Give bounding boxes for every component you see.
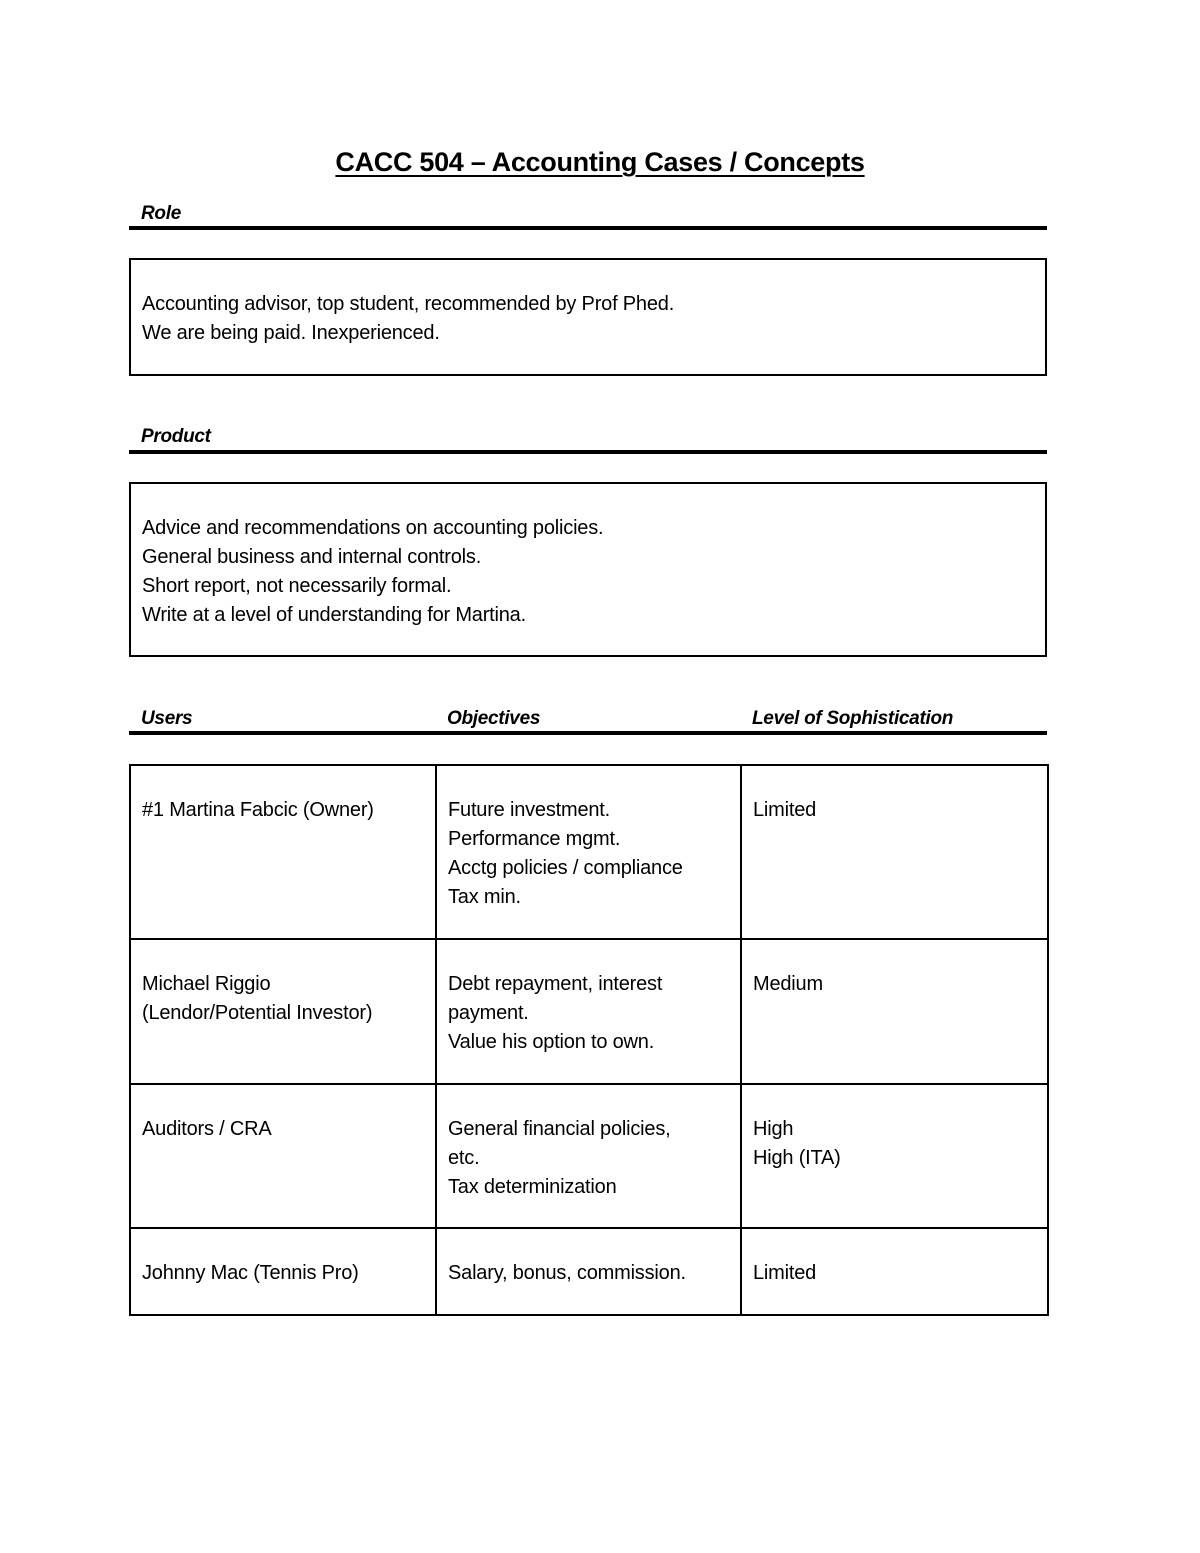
- users-table: [129, 764, 1049, 1316]
- role-text: [142, 290, 674, 348]
- role-box: [129, 258, 1047, 376]
- user-cell: Johnny Mac (Tennis Pro): [130, 1228, 436, 1315]
- objectives-column-heading: Objectives: [447, 708, 541, 729]
- document-title: CACC 504 – Accounting Cases / Concepts: [335, 147, 865, 177]
- level-cell: Medium: [741, 939, 1048, 1084]
- product-text: [142, 514, 603, 630]
- objectives-cell: Debt repayment, interest payment. Value his option to own.: [436, 939, 741, 1084]
- table-row: [130, 1084, 1048, 1228]
- role-rule: [129, 226, 1047, 230]
- objectives-cell: Future investment. Performance mgmt. Acctg policies / compliance Tax min.: [436, 765, 741, 939]
- table-row: [130, 1228, 1048, 1315]
- product-line: Short report, not necessarily formal.: [142, 575, 452, 597]
- role-line: Accounting advisor, top student, recommended by Prof Phed.: [142, 293, 675, 315]
- users-rule: [129, 731, 1047, 735]
- sophistication-column-heading: Level of Sophistication: [752, 708, 954, 729]
- product-heading: Product: [141, 426, 211, 447]
- role-heading: Role: [141, 203, 181, 224]
- level-cell: Limited: [741, 765, 1048, 939]
- level-cell: High High (ITA): [741, 1084, 1048, 1228]
- table-row: [130, 765, 1048, 939]
- user-cell: Michael Riggio (Lendor/Potential Investor): [130, 939, 436, 1084]
- product-line: General business and internal controls.: [142, 546, 482, 568]
- product-box: [129, 482, 1047, 657]
- objectives-cell: Salary, bonus, commission.: [436, 1228, 741, 1315]
- user-cell: Auditors / CRA: [130, 1084, 436, 1228]
- table-row: [130, 939, 1048, 1084]
- product-line: Write at a level of understanding for Martina.: [142, 604, 526, 626]
- product-line: Advice and recommendations on accounting policies.: [142, 517, 604, 539]
- role-line: We are being paid. Inexperienced.: [142, 322, 440, 344]
- user-cell: #1 Martina Fabcic (Owner): [130, 765, 436, 939]
- objectives-cell: General financial policies, etc. Tax determinization: [436, 1084, 741, 1228]
- users-column-heading: Users: [141, 708, 193, 729]
- level-cell: Limited: [741, 1228, 1048, 1315]
- product-rule: [129, 450, 1047, 454]
